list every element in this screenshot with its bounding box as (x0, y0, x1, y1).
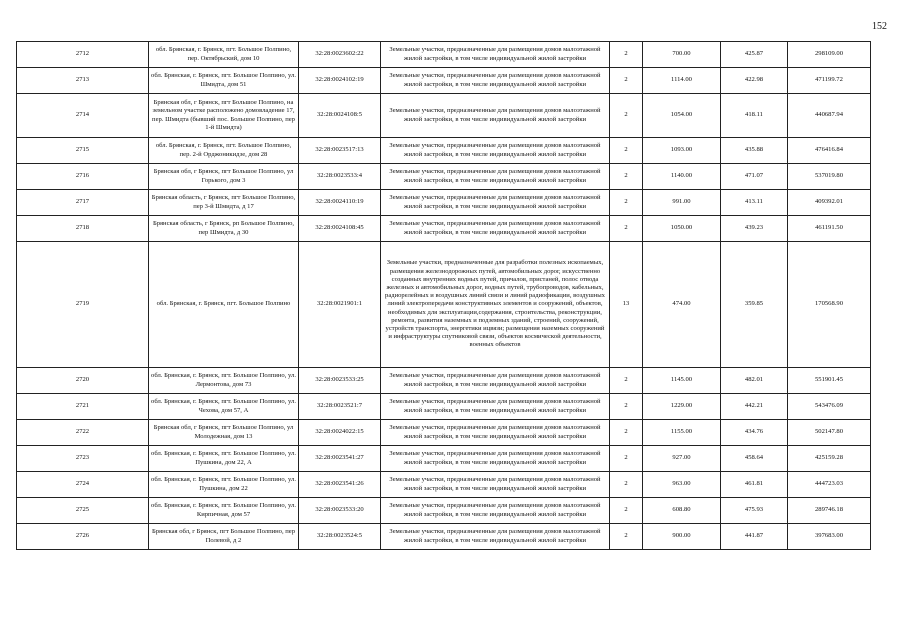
cadastral-value-cell: 170568.90 (788, 242, 871, 368)
address-cell: обл. Брянская, г. Брянск, пгт. Большое Полпино, ул. Пушкина, дом 22 (149, 472, 299, 498)
cadastral-value-cell: 397683.00 (788, 524, 871, 550)
group-cell: 2 (610, 190, 643, 216)
specific-value-cell: 418.11 (721, 94, 788, 138)
specific-value-cell: 475.93 (721, 498, 788, 524)
area-cell: 1140.00 (643, 164, 721, 190)
cadastral-value-cell: 551901.45 (788, 368, 871, 394)
address-cell: Брянская обл, г Брянск, пгт Большое Полпино, ул Горького, дом 3 (149, 164, 299, 190)
group-cell: 2 (610, 472, 643, 498)
row-number-cell: 2720 (17, 368, 149, 394)
table-row (17, 446, 871, 472)
cadastral-number-cell: 32:28:0023533:25 (299, 368, 381, 394)
specific-value-cell: 442.21 (721, 394, 788, 420)
group-cell: 2 (610, 394, 643, 420)
table-body (17, 42, 871, 550)
table-row (17, 190, 871, 216)
row-number-cell: 2719 (17, 242, 149, 368)
area-cell: 608.80 (643, 498, 721, 524)
address-cell: Брянская обл, г Брянск, пгт Большое Полпино, пер Полевой, д 2 (149, 524, 299, 550)
land-use-cell: Земельные участки, предназначенные для размещения домов малоэтажной жилой застройки, в том числе индивидуальной жилой застройки (381, 446, 610, 472)
specific-value-cell: 413.11 (721, 190, 788, 216)
land-use-cell: Земельные участки, предназначенные для размещения домов малоэтажной жилой застройки, в том числе индивидуальной жилой застройки (381, 190, 610, 216)
cadastral-number-cell: 32:28:0024110:19 (299, 190, 381, 216)
area-cell: 1229.00 (643, 394, 721, 420)
address-cell: обл. Брянская, г. Брянск, пгт. Большое Полпино, пер. 2-й Орджоникидзе, дом 28 (149, 138, 299, 164)
cadastral-number-cell: 32:28:0021901:1 (299, 242, 381, 368)
land-use-cell: Земельные участки, предназначенные для размещения домов малоэтажной жилой застройки, в том числе индивидуальной жилой застройки (381, 42, 610, 68)
cadastral-value-cell: 289746.18 (788, 498, 871, 524)
specific-value-cell: 359.85 (721, 242, 788, 368)
land-use-cell: Земельные участки, предназначенные для размещения домов малоэтажной жилой застройки, в том числе индивидуальной жилой застройки (381, 420, 610, 446)
specific-value-cell: 461.81 (721, 472, 788, 498)
area-cell: 1155.00 (643, 420, 721, 446)
area-cell: 474.00 (643, 242, 721, 368)
table-row (17, 472, 871, 498)
cadastral-value-cell: 444723.03 (788, 472, 871, 498)
address-cell: Брянская обл, г Брянск, пгт Большое Полпино, ул Молодежная, дом 13 (149, 420, 299, 446)
cadastral-number-cell: 32:28:0024108:45 (299, 216, 381, 242)
address-cell: обл. Брянская, г. Брянск, пгт. Большое Полпино, ул. Пушкина, дом 22, А (149, 446, 299, 472)
area-cell: 1093.00 (643, 138, 721, 164)
row-number-cell: 2716 (17, 164, 149, 190)
group-cell: 2 (610, 420, 643, 446)
land-use-cell: Земельные участки, предназначенные для разработки полезных ископаемых, размещения железнодорожных путей, автомобильных дорог, искусственно созданных внутренних водных путей, причалов, пристаней, полос отвода железных и автомобильных дорог, водных путей, трубопроводов, кабельных, радиорелейных и воздушных линий связи и линий радиофикации, воздушных линий электропередачи конструктивных элементов и сооружений, объектов, необходимых для эксплуатации,содержания, строительства, реконструкции, ремонта, развития наземных и подземных зданий, строений, сооружений, устройств транспорта, энергетики ицвязи; размещения наземных сооружений и инфраструктуры спутниковой связи, объектов космической деятельности, военных объектов (381, 242, 610, 368)
specific-value-cell: 434.76 (721, 420, 788, 446)
address-cell: Брянская область, г Брянск, пгт Большое Полпино, пер 3-й Шмидта, д 17 (149, 190, 299, 216)
cadastral-value-cell: 425159.28 (788, 446, 871, 472)
group-cell: 2 (610, 524, 643, 550)
specific-value-cell: 439.23 (721, 216, 788, 242)
area-cell: 1054.00 (643, 94, 721, 138)
group-cell: 2 (610, 498, 643, 524)
specific-value-cell: 425.87 (721, 42, 788, 68)
group-cell: 13 (610, 242, 643, 368)
specific-value-cell: 471.07 (721, 164, 788, 190)
cadastral-number-cell: 32:28:0024102:19 (299, 68, 381, 94)
cadastral-number-cell: 32:28:0023541:27 (299, 446, 381, 472)
area-cell: 991.00 (643, 190, 721, 216)
row-number-cell: 2726 (17, 524, 149, 550)
group-cell: 2 (610, 216, 643, 242)
address-cell: Брянская обл, г Брянск, пгт Большое Полпино, на земельном участке расположено домовладение 17, пер. Шмидта (бывший пос. Большое Полпино, пер 1-й Шмидта) (149, 94, 299, 138)
cadastral-number-cell: 32:28:0024108:5 (299, 94, 381, 138)
cadastral-number-cell: 32:28:0023602:22 (299, 42, 381, 68)
row-number-cell: 2724 (17, 472, 149, 498)
table-row (17, 94, 871, 138)
table-row (17, 68, 871, 94)
address-cell: обл. Брянская, г. Брянск, пгт. Большое Полпино (149, 242, 299, 368)
row-number-cell: 2717 (17, 190, 149, 216)
land-use-cell: Земельные участки, предназначенные для размещения домов малоэтажной жилой застройки, в том числе индивидуальной жилой застройки (381, 68, 610, 94)
land-use-cell: Земельные участки, предназначенные для размещения домов малоэтажной жилой застройки, в том числе индивидуальной жилой застройки (381, 94, 610, 138)
address-cell: обл. Брянская, г. Брянск, пгт. Большое Полпино, ул. Шмидта, дом 51 (149, 68, 299, 94)
row-number-cell: 2721 (17, 394, 149, 420)
group-cell: 2 (610, 446, 643, 472)
area-cell: 1114.00 (643, 68, 721, 94)
table-row (17, 498, 871, 524)
area-cell: 963.00 (643, 472, 721, 498)
row-number-cell: 2714 (17, 94, 149, 138)
cadastral-number-cell: 32:28:0023533:4 (299, 164, 381, 190)
row-number-cell: 2715 (17, 138, 149, 164)
cadastral-value-cell: 476416.84 (788, 138, 871, 164)
table-row (17, 420, 871, 446)
table-row (17, 42, 871, 68)
group-cell: 2 (610, 68, 643, 94)
specific-value-cell: 435.88 (721, 138, 788, 164)
row-number-cell: 2713 (17, 68, 149, 94)
table-row (17, 164, 871, 190)
land-plots-table (16, 41, 871, 550)
cadastral-number-cell: 32:28:0024022:15 (299, 420, 381, 446)
group-cell: 2 (610, 164, 643, 190)
page-number: 152 (872, 21, 887, 32)
address-cell: обл. Брянская, г. Брянск, пгт. Большое Полпино, ул. Чехова, дом 57, А (149, 394, 299, 420)
group-cell: 2 (610, 94, 643, 138)
table-row (17, 394, 871, 420)
address-cell: обл. Брянская, г. Брянск, пгт. Большое Полпино, пер. Октябрьский, дом 10 (149, 42, 299, 68)
cadastral-value-cell: 409392.01 (788, 190, 871, 216)
row-number-cell: 2712 (17, 42, 149, 68)
cadastral-value-cell: 502147.80 (788, 420, 871, 446)
area-cell: 927.00 (643, 446, 721, 472)
land-use-cell: Земельные участки, предназначенные для размещения домов малоэтажной жилой застройки, в том числе индивидуальной жилой застройки (381, 164, 610, 190)
land-use-cell: Земельные участки, предназначенные для размещения домов малоэтажной жилой застройки, в том числе индивидуальной жилой застройки (381, 138, 610, 164)
cadastral-number-cell: 32:28:0023541:26 (299, 472, 381, 498)
group-cell: 2 (610, 42, 643, 68)
cadastral-number-cell: 32:28:0023524:5 (299, 524, 381, 550)
specific-value-cell: 422.98 (721, 68, 788, 94)
cadastral-value-cell: 440687.94 (788, 94, 871, 138)
cadastral-number-cell: 32:28:0023521:7 (299, 394, 381, 420)
cadastral-value-cell: 461191.50 (788, 216, 871, 242)
land-use-cell: Земельные участки, предназначенные для размещения домов малоэтажной жилой застройки, в том числе индивидуальной жилой застройки (381, 216, 610, 242)
address-cell: обл. Брянская, г. Брянск, пгт. Большое Полпино, ул. Кирпичная, дом 57 (149, 498, 299, 524)
specific-value-cell: 458.64 (721, 446, 788, 472)
land-use-cell: Земельные участки, предназначенные для размещения домов малоэтажной жилой застройки, в том числе индивидуальной жилой застройки (381, 498, 610, 524)
cadastral-value-cell: 298109.00 (788, 42, 871, 68)
address-cell: обл. Брянская, г. Брянск, пгт. Большое Полпино, ул. Лермонтова, дом 73 (149, 368, 299, 394)
address-cell: Брянская область, г Брянск, рп Большое Полпино, пер Шмидта, д 30 (149, 216, 299, 242)
row-number-cell: 2718 (17, 216, 149, 242)
land-use-cell: Земельные участки, предназначенные для размещения домов малоэтажной жилой застройки, в том числе индивидуальной жилой застройки (381, 524, 610, 550)
land-use-cell: Земельные участки, предназначенные для размещения домов малоэтажной жилой застройки, в том числе индивидуальной жилой застройки (381, 472, 610, 498)
table-row (17, 216, 871, 242)
row-number-cell: 2723 (17, 446, 149, 472)
cadastral-value-cell: 537019.80 (788, 164, 871, 190)
row-number-cell: 2722 (17, 420, 149, 446)
table-row (17, 138, 871, 164)
area-cell: 1145.00 (643, 368, 721, 394)
cadastral-number-cell: 32:28:0023517:13 (299, 138, 381, 164)
cadastral-number-cell: 32:28:0023533:20 (299, 498, 381, 524)
area-cell: 1050.00 (643, 216, 721, 242)
table-row (17, 524, 871, 550)
cadastral-value-cell: 543476.09 (788, 394, 871, 420)
area-cell: 900.00 (643, 524, 721, 550)
table-row (17, 242, 871, 368)
specific-value-cell: 482.01 (721, 368, 788, 394)
land-use-cell: Земельные участки, предназначенные для размещения домов малоэтажной жилой застройки, в том числе индивидуальной жилой застройки (381, 394, 610, 420)
group-cell: 2 (610, 138, 643, 164)
row-number-cell: 2725 (17, 498, 149, 524)
area-cell: 700.00 (643, 42, 721, 68)
table-row (17, 368, 871, 394)
cadastral-value-cell: 471199.72 (788, 68, 871, 94)
group-cell: 2 (610, 368, 643, 394)
land-use-cell: Земельные участки, предназначенные для размещения домов малоэтажной жилой застройки, в том числе индивидуальной жилой застройки (381, 368, 610, 394)
specific-value-cell: 441.87 (721, 524, 788, 550)
